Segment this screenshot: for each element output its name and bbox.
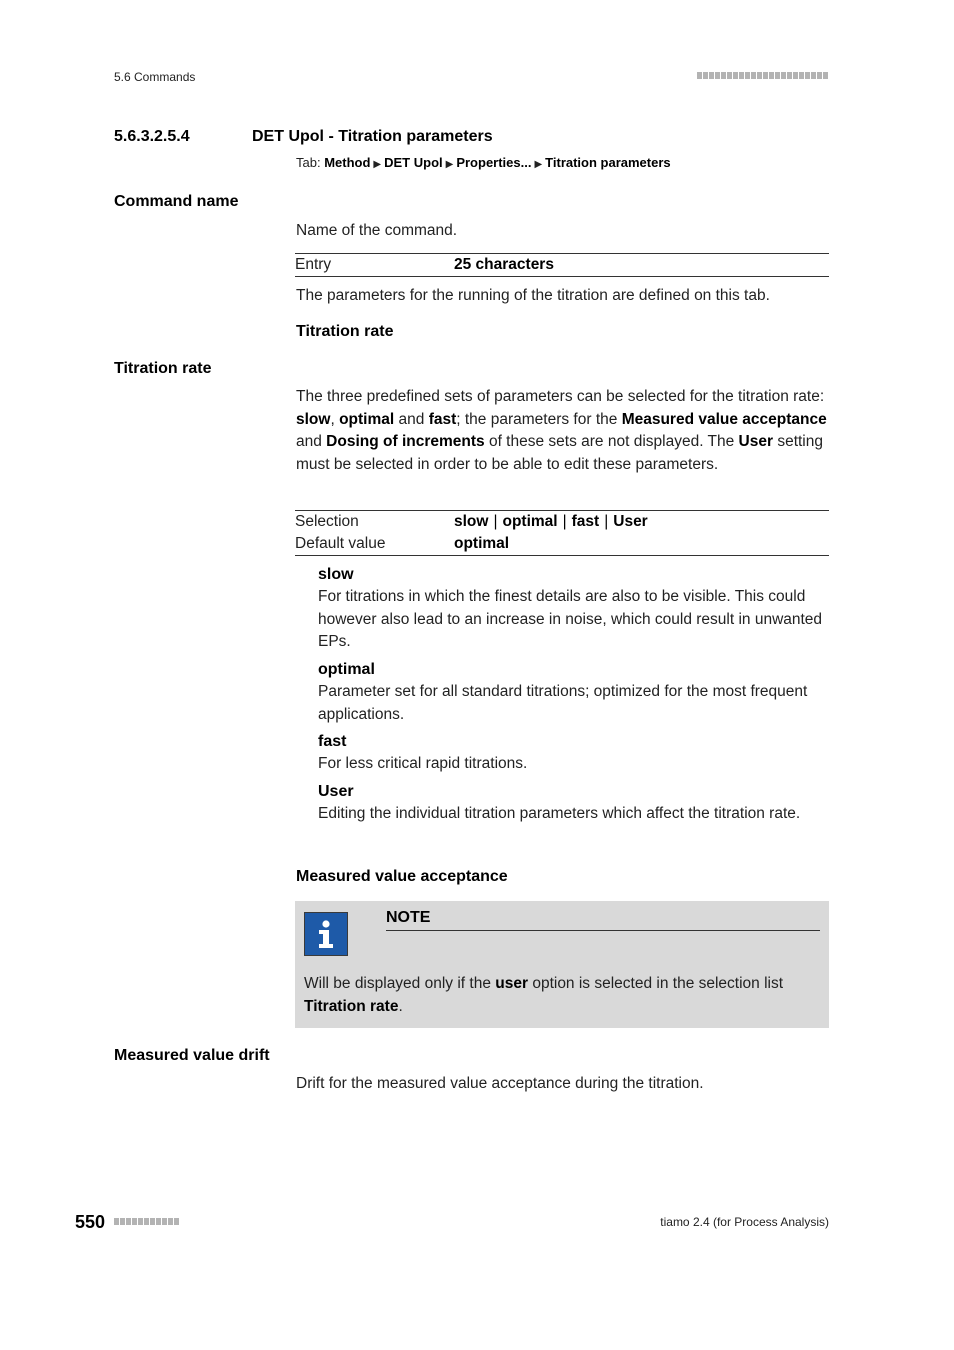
option-value: optimal [502, 513, 558, 530]
decoration-dot [757, 72, 762, 79]
decoration-dot [150, 1218, 155, 1225]
text-run: Titration rate [304, 997, 399, 1015]
text-run: of these sets are not displayed. The [484, 433, 739, 450]
command-name-description: Name of the command. [296, 222, 458, 239]
titration-rate-paragraph [296, 386, 830, 476]
separator: | [493, 513, 498, 530]
decoration-dot [132, 1218, 137, 1225]
table-row [295, 254, 829, 276]
separator: | [604, 513, 609, 530]
table-row [295, 511, 829, 533]
running-header-section: 5.6 Commands [114, 70, 196, 84]
text-run: and [296, 433, 327, 450]
decoration-dot [781, 72, 786, 79]
decoration-dot [733, 72, 738, 79]
note-text [304, 973, 819, 1018]
decoration-dot [799, 72, 804, 79]
table-row [295, 533, 829, 555]
decoration-dot [709, 72, 714, 79]
decoration-dot [811, 72, 816, 79]
text-run: Dosing of increments [326, 433, 485, 450]
default-value: optimal [454, 535, 510, 552]
decoration-dot [156, 1218, 161, 1225]
text-run: User [738, 433, 774, 450]
info-icon [304, 912, 348, 956]
option-name: fast [318, 733, 347, 750]
tab-breadcrumb [296, 155, 671, 170]
footer-decoration-dots [114, 1218, 180, 1226]
decoration-dot [823, 72, 828, 79]
option-value: slow [454, 513, 489, 530]
section-title: DET Upol - Titration parameters [252, 128, 493, 145]
text-run: Measured value acceptance [621, 410, 827, 428]
tab-prefix: Tab: [296, 155, 321, 170]
decoration-dot [174, 1218, 179, 1225]
decoration-dot [721, 72, 726, 79]
triangle-right-icon: ▶ [373, 159, 382, 170]
decoration-dot [763, 72, 768, 79]
text-run: optimal [339, 410, 395, 428]
decoration-dot [144, 1218, 149, 1225]
breadcrumb-item: Properties... [456, 155, 532, 170]
decoration-dot [168, 1218, 173, 1225]
triangle-right-icon: ▶ [445, 159, 454, 170]
titration-rate-subheading: Titration rate [296, 323, 394, 340]
text-run: and [394, 410, 429, 428]
option-name: slow [318, 566, 354, 583]
text-run: fast [428, 410, 457, 428]
decoration-dot [793, 72, 798, 79]
note-box [295, 901, 829, 1028]
tab-intro-text: The parameters for the running of the titration are defined on this tab. [296, 287, 770, 304]
option-description: For titrations in which the finest details are also to be visible. This could however also lead to an increase in noise, which could result in unwanted EPs. [318, 588, 823, 650]
table-key: Entry [295, 256, 332, 273]
option-slow [318, 564, 830, 654]
decoration-dot [120, 1218, 125, 1225]
option-description: Editing the individual titration parameters which affect the titration rate. [318, 805, 801, 822]
selection-options [454, 511, 648, 533]
decoration-dot [126, 1218, 131, 1225]
decoration-dot [817, 72, 822, 79]
option-fast [318, 731, 830, 776]
separator: | [562, 513, 567, 530]
option-description: For less critical rapid titrations. [318, 755, 528, 772]
decoration-dot [751, 72, 756, 79]
decoration-dot [114, 1218, 119, 1225]
section-number: 5.6.3.2.5.4 [114, 128, 190, 145]
decoration-dot [775, 72, 780, 79]
titration-rate-table [295, 510, 829, 556]
text-run: ; the parameters for the [456, 410, 622, 428]
decoration-dot [727, 72, 732, 79]
breadcrumb-item: Method [324, 155, 371, 170]
text-run: user [495, 975, 529, 992]
titration-rate-heading: Titration rate [114, 360, 212, 377]
option-name: User [318, 783, 354, 800]
mva-subheading: Measured value acceptance [296, 868, 508, 885]
decoration-dot [715, 72, 720, 79]
default-value-label: Default value [295, 535, 386, 552]
triangle-right-icon: ▶ [534, 159, 543, 170]
table-value: 25 characters [454, 256, 554, 273]
text-run: option is selected in the selection list [528, 975, 784, 992]
option-optimal [318, 659, 830, 726]
decoration-dot [697, 72, 702, 79]
decoration-dot [745, 72, 750, 79]
breadcrumb-item: Titration parameters [545, 155, 671, 170]
command-name-heading: Command name [114, 193, 239, 210]
decoration-dot [787, 72, 792, 79]
option-name: optimal [318, 661, 375, 678]
text-run: . [398, 997, 403, 1015]
text-run: The three predefined sets of parameters can be selected for the titration rate: [296, 388, 825, 405]
option-value: fast [571, 513, 600, 530]
text-run: slow [296, 410, 331, 428]
note-title: NOTE [386, 909, 820, 931]
text-run: , [330, 410, 340, 428]
option-description: Parameter set for all standard titrations; optimized for the most frequent applications. [318, 683, 808, 723]
decoration-dot [703, 72, 708, 79]
decoration-dot [805, 72, 810, 79]
breadcrumb-item: DET Upol [384, 155, 443, 170]
command-name-table [295, 253, 829, 277]
option-value: User [613, 513, 648, 530]
decoration-dot [769, 72, 774, 79]
page-number: 550 [75, 1212, 106, 1232]
drift-description: Drift for the measured value acceptance during the titration. [296, 1075, 704, 1092]
decoration-dot [739, 72, 744, 79]
option-user [318, 781, 830, 826]
text-run: setting must be selected in order to be able to edit these parameters. [296, 433, 823, 473]
footer-product: tiamo 2.4 (for Process Analysis) [660, 1215, 829, 1229]
text-run: Will be displayed only if the [304, 975, 496, 992]
decoration-dot [138, 1218, 143, 1225]
decoration-dot [162, 1218, 167, 1225]
selection-label: Selection [295, 513, 359, 530]
header-decoration-dots [697, 72, 829, 80]
drift-heading: Measured value drift [114, 1047, 270, 1064]
